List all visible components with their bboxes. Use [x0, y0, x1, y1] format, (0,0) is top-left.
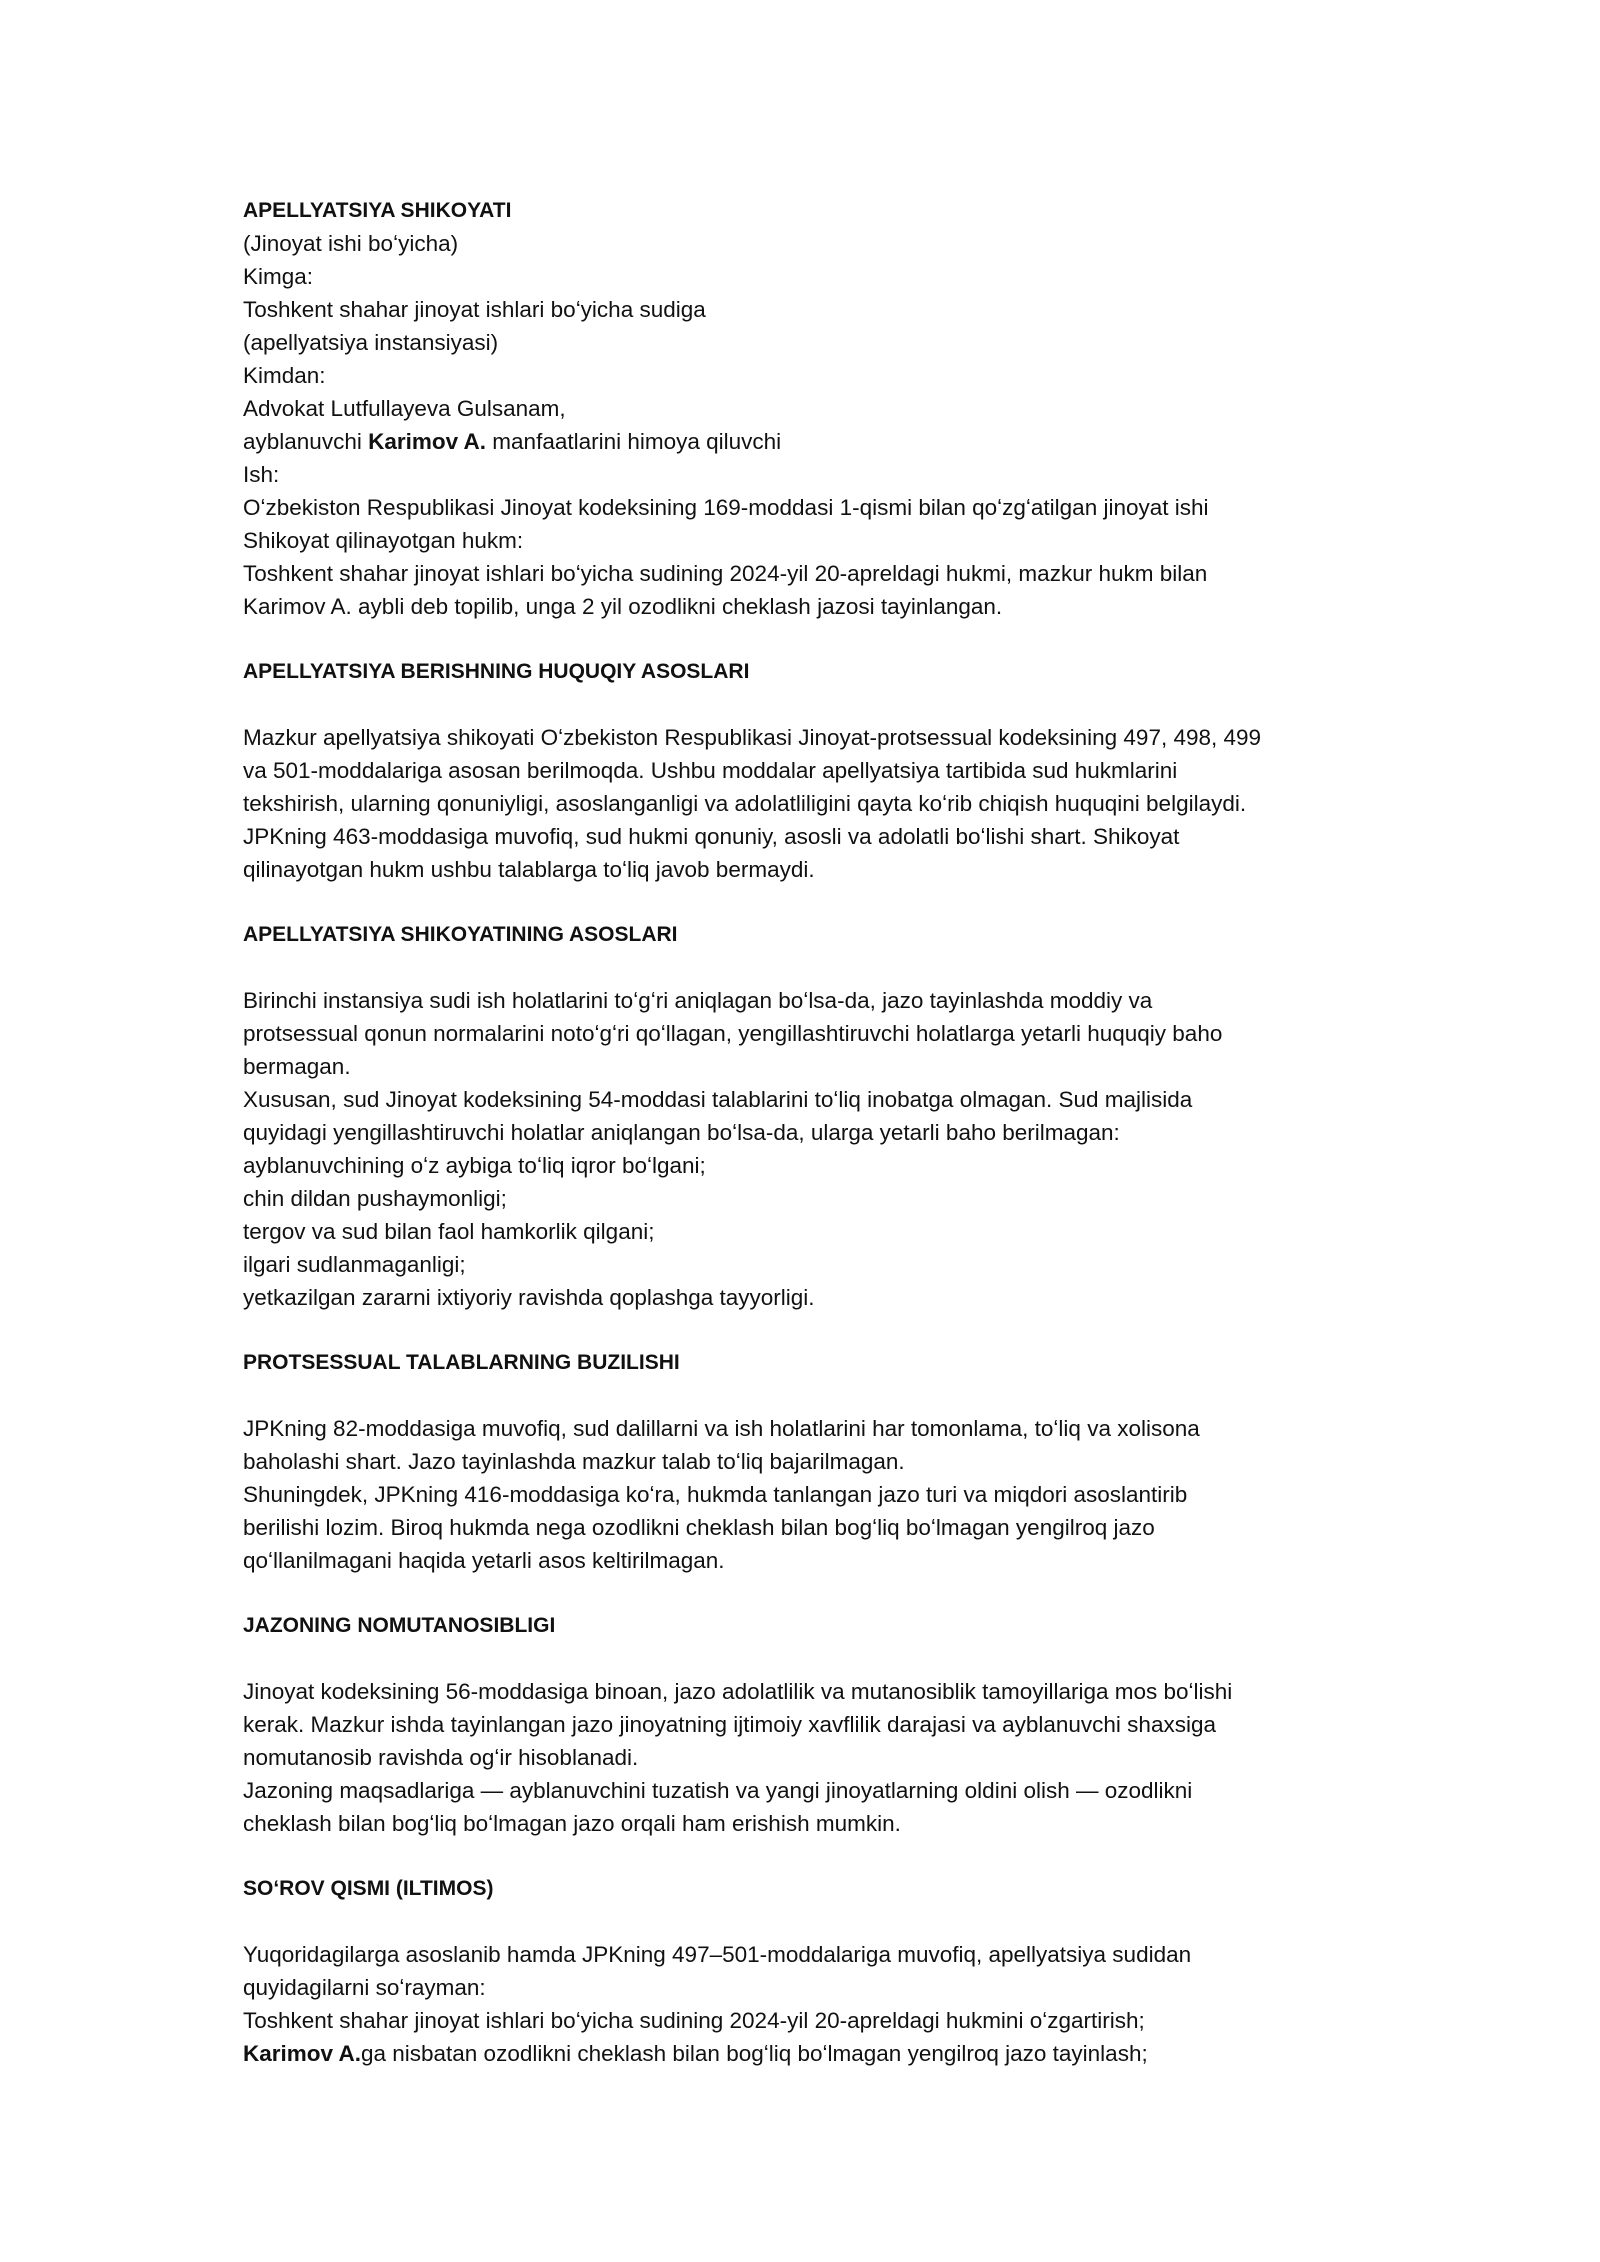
- section-body: [243, 721, 1363, 886]
- paragraph-line: Xususan, sud Jinoyat kodeksining 54-moddasi talablarini toʻliq inobatga olmagan. Sud majlisida: [243, 1087, 1193, 1112]
- paragraph-line: berilishi lozim. Biroq hukmda nega ozodlikni cheklash bilan bogʻliq boʻlmagan yengilroq jazo: [243, 1515, 1155, 1540]
- paragraph-line: cheklash bilan bogʻliq boʻlmagan jazo orqali ham erishish mumkin.: [243, 1811, 901, 1836]
- paragraph-line: qoʻllanilmagani haqida yetarli asos keltirilmagan.: [243, 1548, 725, 1573]
- paragraph-line: Birinchi instansiya sudi ish holatlarini toʻgʻri aniqlagan boʻlsa-da, jazo tayinlashda moddiy va: [243, 988, 1153, 1013]
- paragraph-line: Yuqoridagilarga asoslanib hamda JPKning 497–501-moddalariga muvofiq, apellyatsiya sudidan: [243, 1942, 1192, 1967]
- paragraph-line: Jinoyat kodeksining 56-moddasiga binoan, jazo adolatlilik va mutanosiblik tamoyillariga mos boʻlishi: [243, 1679, 1233, 1704]
- recipient-label: Kimga:: [243, 264, 314, 289]
- paragraph-line: Mazkur apellyatsiya shikoyati Oʻzbekiston Respublikasi Jinoyat-protsessual kodeksining 497, 498, 499: [243, 725, 1262, 750]
- paragraph-line: quyidagi yengillashtiruvchi holatlar aniqlangan boʻlsa-da, ularga yetarli baho berilmagan:: [243, 1120, 1120, 1145]
- sender-label: Kimdan:: [243, 363, 326, 388]
- section-heading: APELLYATSIYA BERISHNING HUQUQIY ASOSLARI: [243, 660, 750, 683]
- section-body: [243, 1675, 1363, 1840]
- paragraph-line: protsessual qonun normalarini notoʻgʻri qoʻllagan, yengillashtiruvchi holatlarga yetarli huquqiy baho: [243, 1021, 1223, 1046]
- verdict-line: Toshkent shahar jinoyat ishlari boʻyicha sudining 2024-yil 20-apreldagi hukmi, mazkur hukm bilan: [243, 561, 1208, 586]
- section-heading: PROTSESSUAL TALABLARNING BUZILISHI: [243, 1351, 680, 1374]
- list-item: chin dildan pushaymonligi;: [243, 1186, 507, 1211]
- document-body: [243, 194, 1363, 2070]
- section-heading: JAZONING NOMUTANOSIBLIGI: [243, 1614, 556, 1637]
- case-label: Ish:: [243, 462, 280, 487]
- section-body: [243, 1412, 1363, 1577]
- sender-line-prefix: ayblanuvchi: [243, 429, 369, 454]
- request-item: [243, 2037, 1363, 2070]
- paragraph-line: baholashi shart. Jazo tayinlashda mazkur talab toʻliq bajarilmagan.: [243, 1449, 905, 1474]
- sender-line: Advokat Lutfullayeva Gulsanam,: [243, 396, 566, 421]
- paragraph-line: JPKning 463-moddasiga muvofiq, sud hukmi qonuniy, asosli va adolatli boʻlishi shart. Shikoyat: [243, 824, 1180, 849]
- paragraph-line: tekshirish, ularning qonuniyligi, asoslanganligi va adolatliligini qayta koʻrib chiqish huquqini belgilaydi.: [243, 791, 1247, 816]
- paragraph-line: Shuningdek, JPKning 416-moddasiga koʻra, hukmda tanlangan jazo turi va miqdori asoslantirib: [243, 1482, 1188, 1507]
- defendant-name: Karimov A.: [368, 429, 487, 454]
- paragraph-line: nomutanosib ravishda ogʻir hisoblanadi.: [243, 1745, 639, 1770]
- recipient-line: Toshkent shahar jinoyat ishlari boʻyicha sudiga: [243, 297, 706, 322]
- defendant-name: Karimov A.: [243, 2041, 361, 2066]
- recipient-line: (apellyatsiya instansiyasi): [243, 330, 499, 355]
- request-item: Toshkent shahar jinoyat ishlari boʻyicha sudining 2024-yil 20-apreldagi hukmini oʻzgartirish;: [243, 2008, 1145, 2033]
- verdict-line: Karimov A. aybli deb topilib, unga 2 yil ozodlikni cheklash jazosi tayinlangan.: [243, 594, 1003, 619]
- paragraph-line: va 501-moddalariga asosan berilmoqda. Ushbu moddalar apellyatsiya tartibida sud hukmlarini: [243, 758, 1178, 783]
- section-body: [243, 984, 1363, 1314]
- section-heading: APELLYATSIYA SHIKOYATINING ASOSLARI: [243, 923, 678, 946]
- document-subtitle: (Jinoyat ishi boʻyicha): [243, 231, 459, 256]
- paragraph-line: JPKning 82-moddasiga muvofiq, sud dalillarni va ish holatlarini har tomonlama, toʻliq va xolisona: [243, 1416, 1200, 1441]
- list-item: ayblanuvchining oʻz aybiga toʻliq iqror boʻlgani;: [243, 1153, 706, 1178]
- document-title: APELLYATSIYA SHIKOYATI: [243, 199, 512, 222]
- sender-line: [243, 425, 1363, 458]
- list-item: yetkazilgan zararni ixtiyoriy ravishda qoplashga tayyorligi.: [243, 1285, 815, 1310]
- request-item-text: ga nisbatan ozodlikni cheklash bilan bogʻliq boʻlmagan yengilroq jazo tayinlash;: [360, 2041, 1148, 2066]
- verdict-label: Shikoyat qilinayotgan hukm:: [243, 528, 524, 553]
- section-heading: SOʻROV QISMI (ILTIMOS): [243, 1877, 494, 1900]
- section-body: [243, 1938, 1363, 2070]
- paragraph-line: Jazoning maqsadlariga — ayblanuvchini tuzatish va yangi jinoyatlarning oldini olish — ozodlikni: [243, 1778, 1193, 1803]
- list-item: ilgari sudlanmaganligi;: [243, 1252, 466, 1277]
- paragraph-line: qilinayotgan hukm ushbu talablarga toʻliq javob bermaydi.: [243, 857, 815, 882]
- paragraph-line: bermagan.: [243, 1054, 351, 1079]
- sender-line-suffix: manfaatlarini himoya qiluvchi: [486, 429, 782, 454]
- paragraph-line: kerak. Mazkur ishda tayinlangan jazo jinoyatning ijtimoiy xavflilik darajasi va ayblanuvchi shaxsiga: [243, 1712, 1216, 1737]
- list-item: tergov va sud bilan faol hamkorlik qilgani;: [243, 1219, 655, 1244]
- case-text: Oʻzbekiston Respublikasi Jinoyat kodeksining 169-moddasi 1-qismi bilan qoʻzgʻatilgan jinoyat ishi: [243, 495, 1209, 520]
- paragraph-line: quyidagilarni soʻrayman:: [243, 1975, 486, 2000]
